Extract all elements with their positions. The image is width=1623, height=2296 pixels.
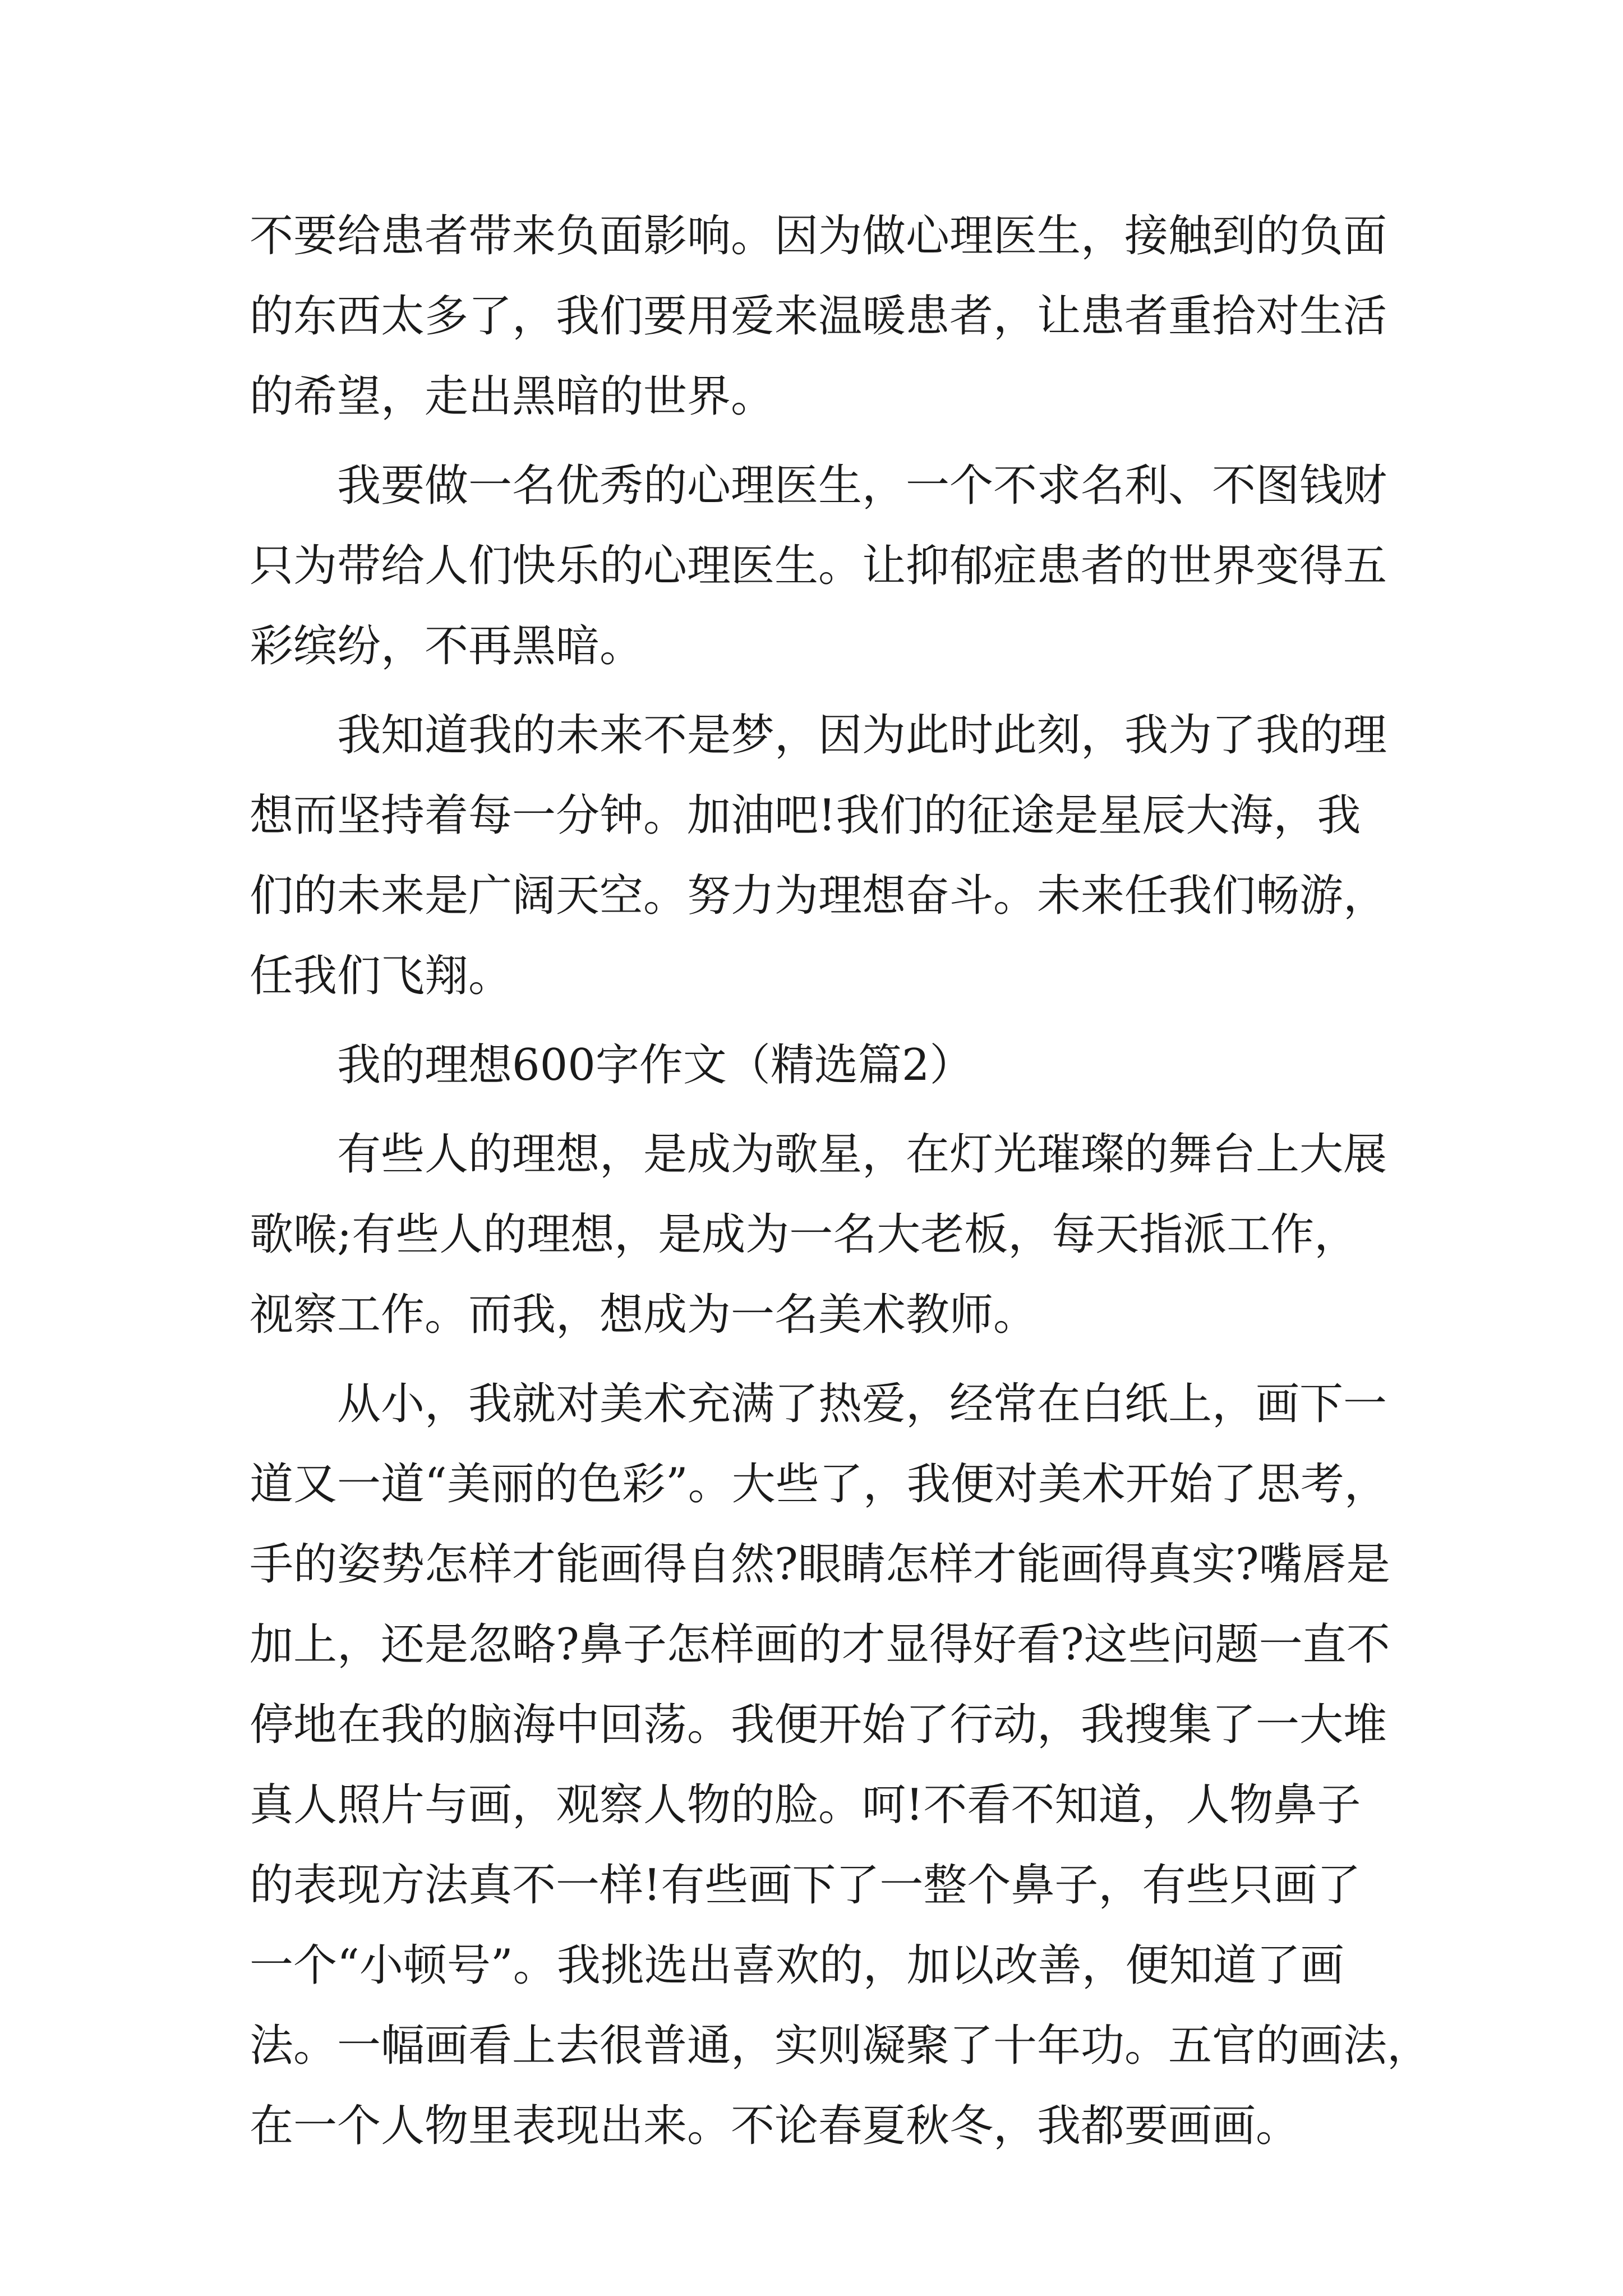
text-line: 一个“小顿号”。我挑选出喜欢的，加以改善，便知道了画 <box>250 1940 1344 1991</box>
text-line: 手的姿势怎样才能画得自然?眼睛怎样才能画得真实?嘴唇是 <box>250 1539 1390 1590</box>
text-line: 们的未来是广阔天空。努力为理想奋斗。未来任我们畅游， <box>250 871 1387 921</box>
text-line: 的表现方法真不一样!有些画下了一整个鼻子，有些只画了 <box>250 1860 1361 1911</box>
text-line: 有些人的理想，是成为歌星，在灯光璀璨的舞台上大展 <box>337 1129 1387 1180</box>
text-line: 法。一幅画看上去很普通，实则凝聚了十年功。五官的画法， <box>250 2021 1431 2071</box>
text-line: 只为带给人们快乐的心理医生。让抑郁症患者的世界变得五 <box>250 541 1387 591</box>
text-line: 的东西太多了，我们要用爱来温暖患者，让患者重拾对生活 <box>250 291 1387 342</box>
text-line: 在一个人物里表现出来。不论春夏秋冬，我都要画画。 <box>250 2101 1300 2151</box>
paragraph <box>250 696 1405 1016</box>
text-line: 彩缤纷，不再黑暗。 <box>250 621 644 671</box>
paragraph <box>250 1364 1431 2166</box>
text-line: 不要给患者带来负面影响。因为做心理医生，接触到的负面 <box>250 211 1387 261</box>
text-line: 停地在我的脑海中回荡。我便开始了行动，我搜集了一大堆 <box>250 1700 1387 1750</box>
text-line: 任我们飞翔。 <box>250 951 513 1001</box>
text-line: 从小，我就对美术充满了热爱，经常在白纸上，画下一 <box>337 1379 1387 1429</box>
text-line: 视察工作。而我，想成为一名美术教师。 <box>250 1290 1038 1340</box>
paragraph <box>250 1115 1405 1355</box>
paragraph <box>250 446 1405 687</box>
text-line: 的希望，走出黑暗的世界。 <box>250 371 775 422</box>
document-body <box>250 196 1431 2166</box>
text-line: 想而坚持着每一分钟。加油吧!我们的征途是星辰大海，我 <box>250 790 1361 841</box>
text-line: 我知道我的未来不是梦，因为此时此刻，我为了我的理 <box>337 710 1387 761</box>
text-line: 我要做一名优秀的心理医生，一个不求名利、不图钱财 <box>337 461 1387 511</box>
text-line: 道又一道“美丽的色彩”。大些了，我便对美术开始了思考， <box>250 1459 1388 1510</box>
text-line: 加上，还是忽略?鼻子怎样画的才显得好看?这些问题一直不 <box>250 1619 1390 1670</box>
heading-text: 我的理想600字作文（精选篇2） <box>337 1040 974 1091</box>
paragraph <box>250 196 1405 437</box>
section-heading <box>250 1025 1405 1106</box>
text-line: 真人照片与画，观察人物的脸。呵!不看不知道，人物鼻子 <box>250 1780 1361 1830</box>
text-line: 歌喉;有些人的理想，是成为一名大老板，每天指派工作， <box>250 1209 1358 1260</box>
